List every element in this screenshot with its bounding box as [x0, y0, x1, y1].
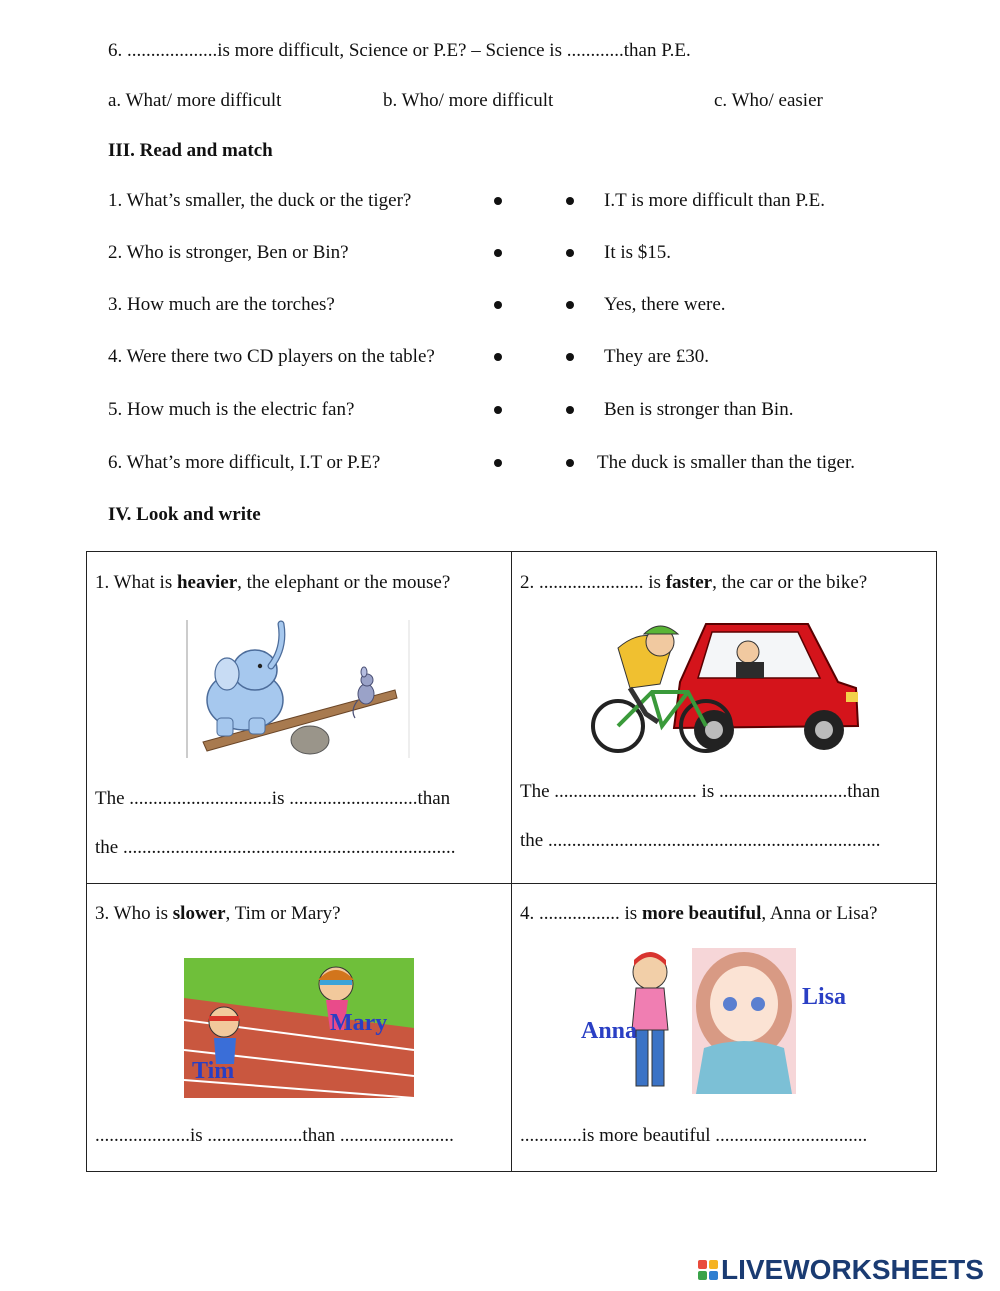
match-dot-right-5[interactable] [566, 406, 574, 414]
elephant-mouse-seesaw-image [185, 618, 410, 758]
match-dot-left-1[interactable] [494, 197, 502, 205]
match-dot-right-4[interactable] [566, 353, 574, 361]
match-dot-right-3[interactable] [566, 301, 574, 309]
q6-option-c: c. Who/ easier [714, 90, 823, 111]
car-and-bike-image [588, 618, 860, 756]
cell4-question [520, 903, 877, 925]
cell-1 [87, 552, 512, 884]
cell3-answer-line-1[interactable]: ....................is ....................than ........................ [95, 1125, 454, 1146]
match-dot-left-4[interactable] [494, 353, 502, 361]
cell1-answer-line-1[interactable]: The ..............................is ...........................than [95, 788, 451, 809]
q6-option-a: a. What/ more difficult [108, 90, 282, 111]
match-answer-6: The duck is smaller than the tiger. [597, 452, 856, 473]
match-question-2: 2. Who is stronger, Ben or Bin? [108, 242, 349, 263]
match-question-1: 1. What’s smaller, the duck or the tiger? [108, 190, 412, 211]
match-dot-left-6[interactable] [494, 459, 502, 467]
cell1-question-pre: 1. What is [95, 572, 177, 593]
cell-4 [512, 884, 937, 1172]
cell2-answer-line-1[interactable]: The .............................. is ...........................than [520, 781, 880, 802]
section-heading-match: III. Read and match [108, 140, 273, 161]
match-answer-1: I.T is more difficult than P.E. [604, 190, 825, 211]
cell3-question [95, 903, 341, 925]
match-answer-5: Ben is stronger than Bin. [604, 399, 794, 420]
liveworksheets-logo-text: LIVEWORKSHEETS [721, 1254, 984, 1285]
cell4-answer-line-1[interactable]: .............is more beautiful ................................ [520, 1125, 868, 1146]
cell2-question-post: , the car or the bike? [712, 572, 868, 593]
match-question-6: 6. What’s more difficult, I.T or P.E? [108, 452, 381, 473]
liveworksheets-logo [698, 1253, 984, 1287]
cell1-answer-line-2[interactable]: the ...................................................................... [95, 837, 456, 858]
match-answer-3: Yes, there were. [604, 294, 726, 315]
cell2-question [520, 572, 867, 594]
match-question-5: 5. How much is the electric fan? [108, 399, 355, 420]
cell4-question-keyword: more beautiful [641, 903, 762, 924]
label-mary: Mary [330, 1010, 388, 1036]
match-dot-right-6[interactable] [566, 459, 574, 467]
match-dot-left-5[interactable] [494, 406, 502, 414]
cell2-question-pre: 2. ...................... is [520, 572, 666, 593]
label-anna: Anna [581, 1018, 638, 1044]
match-dot-left-3[interactable] [494, 301, 502, 309]
section-heading-write: IV. Look and write [108, 504, 261, 525]
anna-lisa-image [582, 948, 872, 1098]
cell3-question-post: , Tim or Mary? [225, 903, 341, 924]
match-dot-right-1[interactable] [566, 197, 574, 205]
cell2-question-keyword: faster [665, 572, 713, 593]
label-tim: Tim [192, 1058, 235, 1084]
match-answer-4: They are £30. [604, 346, 709, 367]
liveworksheets-logo-icon [698, 1260, 718, 1280]
cell1-question [95, 572, 450, 594]
match-dot-right-2[interactable] [566, 249, 574, 257]
q6-option-b: b. Who/ more difficult [383, 90, 554, 111]
race-tim-mary-image [184, 958, 414, 1098]
cell1-question-keyword: heavier [176, 572, 238, 593]
match-question-4: 4. Were there two CD players on the table? [108, 346, 435, 367]
match-question-3: 3. How much are the torches? [108, 294, 335, 315]
cell3-question-pre: 3. Who is [95, 903, 173, 924]
cell4-question-pre: 4. ................. is [520, 903, 642, 924]
cell3-question-keyword: slower [172, 903, 226, 924]
match-answer-2: It is $15. [604, 242, 672, 263]
match-dot-left-2[interactable] [494, 249, 502, 257]
cell-3 [87, 884, 512, 1172]
label-lisa: Lisa [802, 984, 847, 1010]
look-and-write-table [86, 551, 937, 1172]
cell-2 [512, 552, 937, 884]
q6-question: 6. ...................is more difficult, Science or P.E? – Science is ............than P.E. [108, 40, 691, 61]
cell1-question-post: , the elephant or the mouse? [237, 572, 451, 593]
cell4-question-post: , Anna or Lisa? [761, 903, 878, 924]
cell2-answer-line-2[interactable]: the ...................................................................... [520, 830, 881, 851]
